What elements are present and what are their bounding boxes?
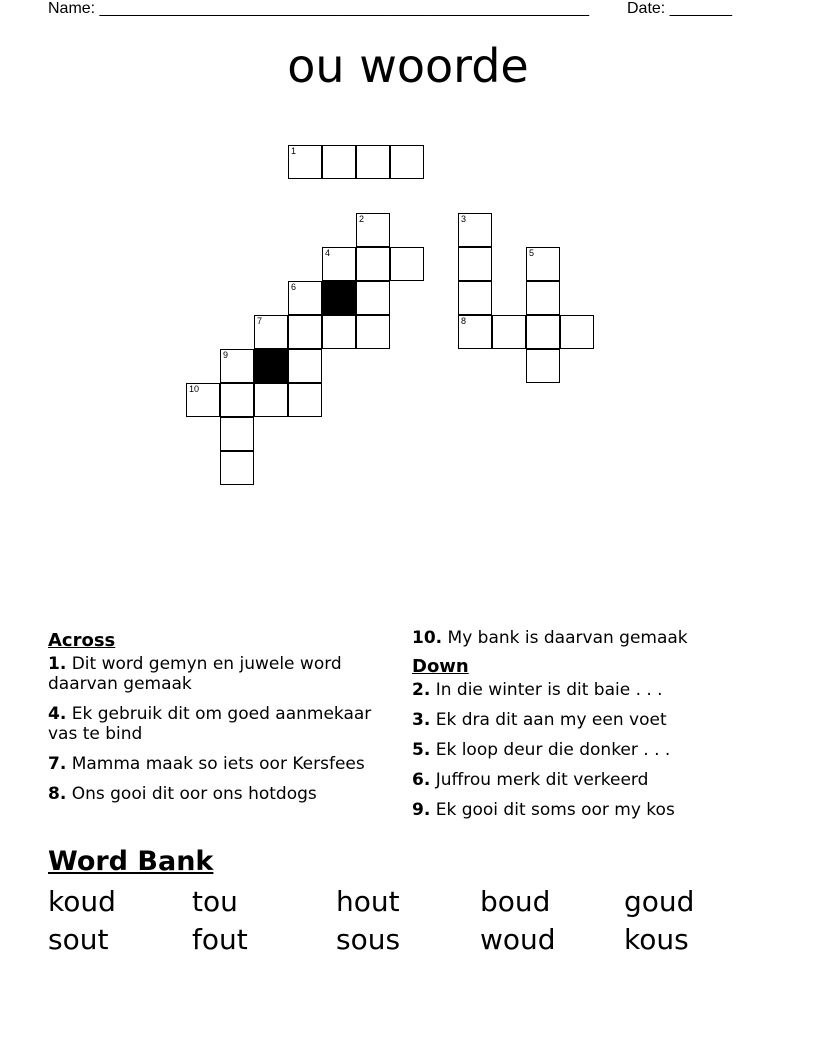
clue-number: 3 xyxy=(412,710,424,730)
cell-number: 10 xyxy=(189,384,200,394)
clue-number: 5 xyxy=(412,740,424,760)
crossword-cell[interactable] xyxy=(288,145,322,179)
clue-dot: . xyxy=(59,654,67,674)
clue-text: Juffrou merk dit verkeerd xyxy=(435,770,649,790)
crossword-cell[interactable] xyxy=(356,247,390,281)
cell-number: 6 xyxy=(291,282,297,292)
clue-dot: . xyxy=(423,800,431,820)
down-heading: Down xyxy=(412,656,469,677)
clue-text: In die winter is dit baie . . . xyxy=(435,680,663,700)
crossword-cell[interactable] xyxy=(288,315,322,349)
clue-across-7 xyxy=(48,754,398,774)
clue-across-8 xyxy=(48,784,398,804)
clue-across-1 xyxy=(48,654,398,694)
clue-dot: . xyxy=(423,710,431,730)
clue-across-4 xyxy=(48,704,398,744)
word-bank-word: hout xyxy=(336,885,400,918)
crossword-cell[interactable] xyxy=(458,315,492,349)
crossword-cell[interactable] xyxy=(220,451,254,485)
crossword-cell[interactable] xyxy=(492,315,526,349)
crossword-cell[interactable] xyxy=(526,315,560,349)
clue-down-6 xyxy=(412,770,772,790)
crossword-cell[interactable] xyxy=(288,383,322,417)
crossword-cell[interactable] xyxy=(526,247,560,281)
clue-across-10 xyxy=(412,628,772,648)
clue-down-2 xyxy=(412,680,772,700)
clue-number: 6 xyxy=(412,770,424,790)
word-bank-word: sout xyxy=(48,923,109,956)
cell-number: 8 xyxy=(461,316,467,326)
clue-dot: . xyxy=(423,770,431,790)
clue-dot: . xyxy=(435,628,443,648)
clue-number: 1 xyxy=(48,654,60,674)
crossword-cell[interactable] xyxy=(322,145,356,179)
crossword-cell[interactable] xyxy=(390,145,424,179)
crossword-cell[interactable] xyxy=(220,383,254,417)
crossword-cell[interactable] xyxy=(526,349,560,383)
word-bank-title: Word Bank xyxy=(48,846,214,877)
clue-number: 9 xyxy=(412,800,424,820)
crossword-cell[interactable] xyxy=(458,281,492,315)
clue-number: 4 xyxy=(48,704,60,724)
clue-dot: . xyxy=(423,680,431,700)
clue-down-5 xyxy=(412,740,772,760)
clues-right-column xyxy=(412,628,772,830)
word-bank-word: boud xyxy=(480,885,551,918)
word-bank-word: goud xyxy=(624,885,695,918)
clue-text: Ons gooi dit oor ons hotdogs xyxy=(71,784,317,804)
name-field-label: Name: _______________________________________________________ xyxy=(48,0,589,17)
date-field-label: Date: _______ xyxy=(627,0,732,17)
page-title: ou woorde xyxy=(287,39,529,93)
crossword-cell[interactable] xyxy=(220,417,254,451)
clue-text: Ek gooi dit soms oor my kos xyxy=(435,800,675,820)
clue-number: 10 xyxy=(412,628,436,648)
clue-dot: . xyxy=(59,784,67,804)
crossword-cell[interactable] xyxy=(220,349,254,383)
clues-left-column xyxy=(48,628,398,814)
clue-dot: . xyxy=(59,704,67,724)
clue-number: 2 xyxy=(412,680,424,700)
word-bank-word: sous xyxy=(336,923,401,956)
crossword-cell[interactable] xyxy=(356,315,390,349)
crossword-cell[interactable] xyxy=(288,281,322,315)
crossword-cell[interactable] xyxy=(322,247,356,281)
crossword-cell[interactable] xyxy=(254,315,288,349)
cell-number: 3 xyxy=(461,214,467,224)
word-bank-word: woud xyxy=(480,923,556,956)
word-bank-word: tou xyxy=(192,885,238,918)
word-bank-word: koud xyxy=(48,885,116,918)
cell-number: 4 xyxy=(325,248,331,258)
clue-dot: . xyxy=(423,740,431,760)
crossword-cell[interactable] xyxy=(288,349,322,383)
crossword-black-cell xyxy=(322,281,356,315)
crossword-cell[interactable] xyxy=(356,213,390,247)
word-bank-word: fout xyxy=(192,923,248,956)
crossword-cell[interactable] xyxy=(356,281,390,315)
clue-down-9 xyxy=(412,800,772,820)
cell-number: 5 xyxy=(529,248,535,258)
cell-number: 7 xyxy=(257,316,263,326)
clue-number: 7 xyxy=(48,754,60,774)
clue-text: Dit word gemyn en juwele word daarvan gemaak xyxy=(48,654,342,694)
crossword-cell[interactable] xyxy=(356,145,390,179)
crossword-cell[interactable] xyxy=(526,281,560,315)
clue-number: 8 xyxy=(48,784,60,804)
clue-dot: . xyxy=(59,754,67,774)
crossword-cell[interactable] xyxy=(254,383,288,417)
crossword-cell[interactable] xyxy=(458,213,492,247)
crossword-cell[interactable] xyxy=(186,383,220,417)
crossword-cell[interactable] xyxy=(390,247,424,281)
cell-number: 9 xyxy=(223,350,229,360)
cell-number: 2 xyxy=(359,214,365,224)
word-bank-word: kous xyxy=(624,923,689,956)
crossword-cell[interactable] xyxy=(458,247,492,281)
clue-down-3 xyxy=(412,710,772,730)
clue-text: My bank is daarvan gemaak xyxy=(447,628,688,648)
clue-text: Ek loop deur die donker . . . xyxy=(435,740,671,760)
clue-text: Ek dra dit aan my een voet xyxy=(435,710,667,730)
cell-number: 1 xyxy=(291,146,297,156)
across-heading: Across xyxy=(48,630,116,651)
crossword-cell[interactable] xyxy=(322,315,356,349)
clue-text: Mamma maak so iets oor Kersfees xyxy=(71,754,365,774)
crossword-black-cell xyxy=(254,349,288,383)
crossword-cell[interactable] xyxy=(560,315,594,349)
clue-text: Ek gebruik dit om goed aanmekaar vas te bind xyxy=(48,704,372,744)
